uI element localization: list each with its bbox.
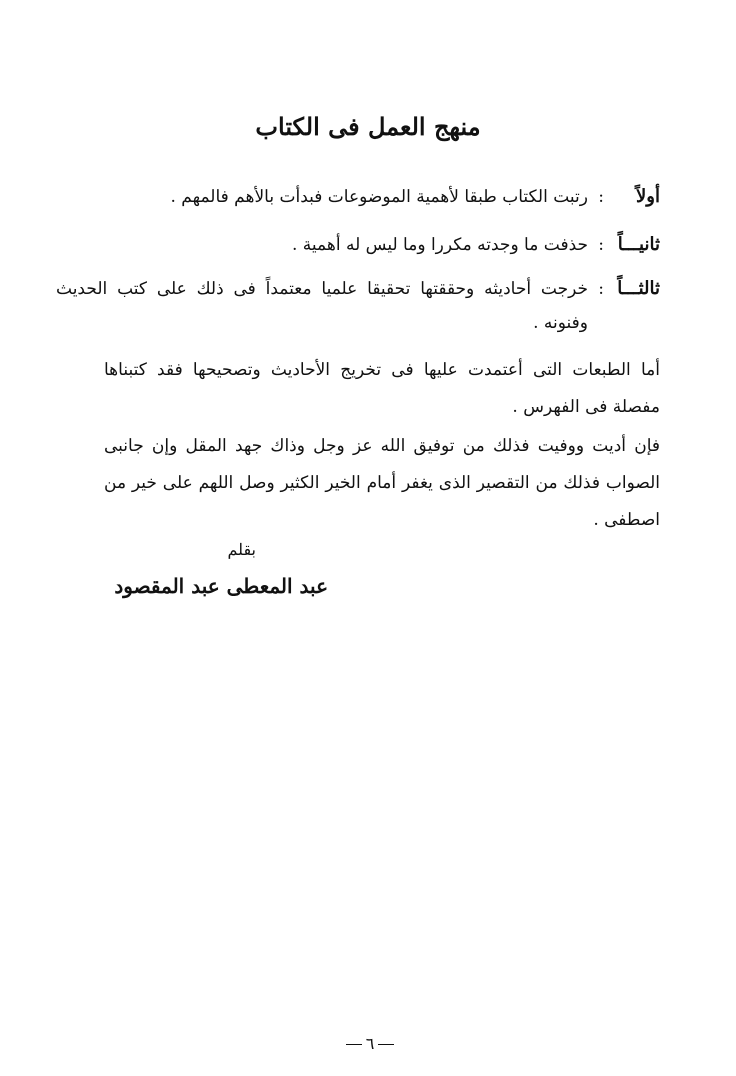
paragraph-editions: أما الطبعات التى أعتمدت عليها فى تخريج الأحاديث وتصحيحها فقد كتبناها مفصلة فى الفهرس . <box>104 360 660 417</box>
page-title: منهج العمل فى الكتاب <box>255 112 481 141</box>
signature-author: عبد المعطى عبد المقصود <box>114 574 328 598</box>
dash-left <box>346 1044 362 1045</box>
page-number-value: ٦ <box>365 1034 375 1053</box>
item-colon: : <box>598 279 604 299</box>
page-number <box>340 1034 400 1053</box>
item-text: حذفت ما وجدته مكررا وما ليس له أهمية . <box>292 235 588 255</box>
item-text: رتبت الكتاب طبقا لأهمية الموضوعات فبدأت بالأهم فالمهم . <box>170 187 588 207</box>
dash-right <box>378 1044 394 1045</box>
item-text: خرجت أحاديثه وحققتها تحقيقا علميا معتمداً فى ذلك على كتب الحديث وفنونه . <box>56 279 588 333</box>
item-label: ثانيـــاً <box>617 234 660 255</box>
item-label: ثالثـــاً <box>617 278 660 299</box>
method-item-second <box>100 228 660 262</box>
paragraph-closing: فإن أديت ووفيت فذلك من توفيق الله عز وجل وذاك جهد المقل وإن جانبى الصواب فذلك من التقصير الذى يغفر أمام الخير الكثير وصل اللهم على خير من اصطفى . <box>104 436 660 530</box>
item-label: أولاً <box>636 186 660 207</box>
item-colon: : <box>598 235 604 255</box>
signature-pen-label: بقلم <box>227 540 256 559</box>
method-item-first <box>100 180 660 214</box>
item-colon: : <box>598 187 604 207</box>
method-item-third <box>56 272 660 340</box>
